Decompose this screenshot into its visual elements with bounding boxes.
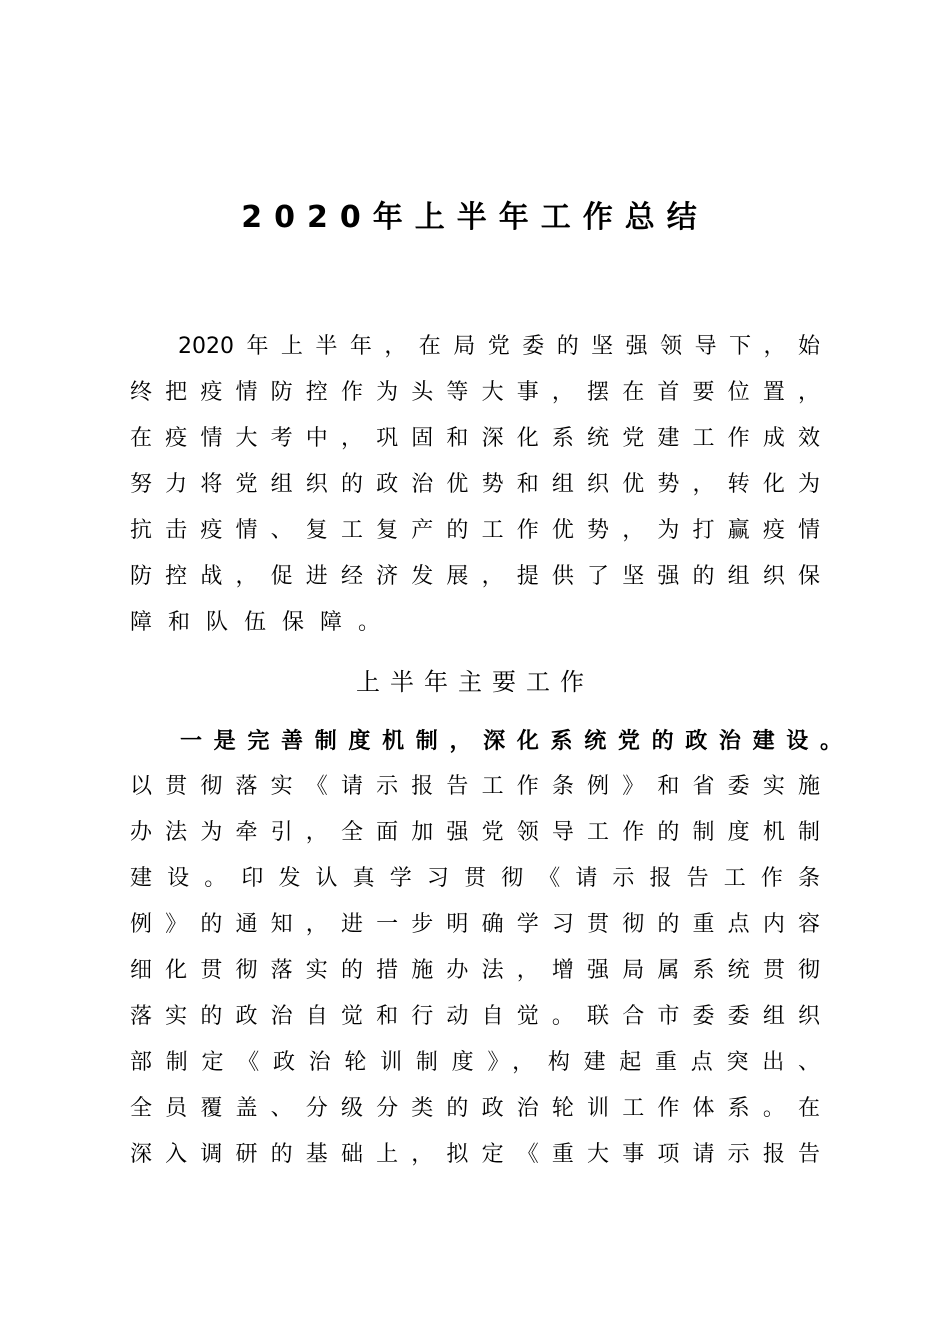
item1-line-6: 落实的政治自觉和行动自觉。联合市委委组织	[130, 1004, 820, 1029]
item1-line-7: 部制定《政治轮训制度》，构建起重点突出、	[130, 1050, 820, 1075]
intro-line-2: 终把疫情防控作为头等大事，摆在首要位置，	[130, 380, 820, 405]
item1-line-9: 深入调研的基础上，拟定《重大事项请示报告	[130, 1142, 820, 1167]
item1-heading: 一是完善制度机制，深化系统党的政治建设。	[180, 729, 842, 754]
intro-line-6: 防控战，促进经济发展，提供了坚强的组织保	[130, 564, 820, 589]
item1-line-4: 例》的通知，进一步明确学习贯彻的重点内容	[130, 912, 820, 937]
item1-line-1: 以贯彻落实《请示报告工作条例》和省委实施	[130, 774, 820, 799]
section-heading: 上半年主要工作	[356, 668, 594, 696]
item1-line-5: 细化贯彻落实的措施办法，增强局属系统贯彻	[130, 958, 820, 983]
document-title: 2020年上半年工作总结	[241, 200, 709, 235]
intro-line-3: 在疫情大考中，巩固和深化系统党建工作成效	[130, 426, 820, 451]
intro-line-1: 2020年上半年，在局党委的坚强领导下，始	[178, 334, 820, 359]
intro-line-7: 障和队伍保障。	[130, 610, 397, 635]
intro-line-4: 努力将党组织的政治优势和组织优势，转化为	[130, 472, 820, 497]
item1-line-8: 全员覆盖、分级分类的政治轮训工作体系。在	[130, 1096, 820, 1121]
item1-line-3: 建设。印发认真学习贯彻《请示报告工作条	[130, 866, 820, 891]
intro-line-5: 抗击疫情、复工复产的工作优势，为打赢疫情	[130, 518, 820, 543]
item1-line-2: 办法为牵引，全面加强党领导工作的制度机制	[130, 820, 820, 845]
